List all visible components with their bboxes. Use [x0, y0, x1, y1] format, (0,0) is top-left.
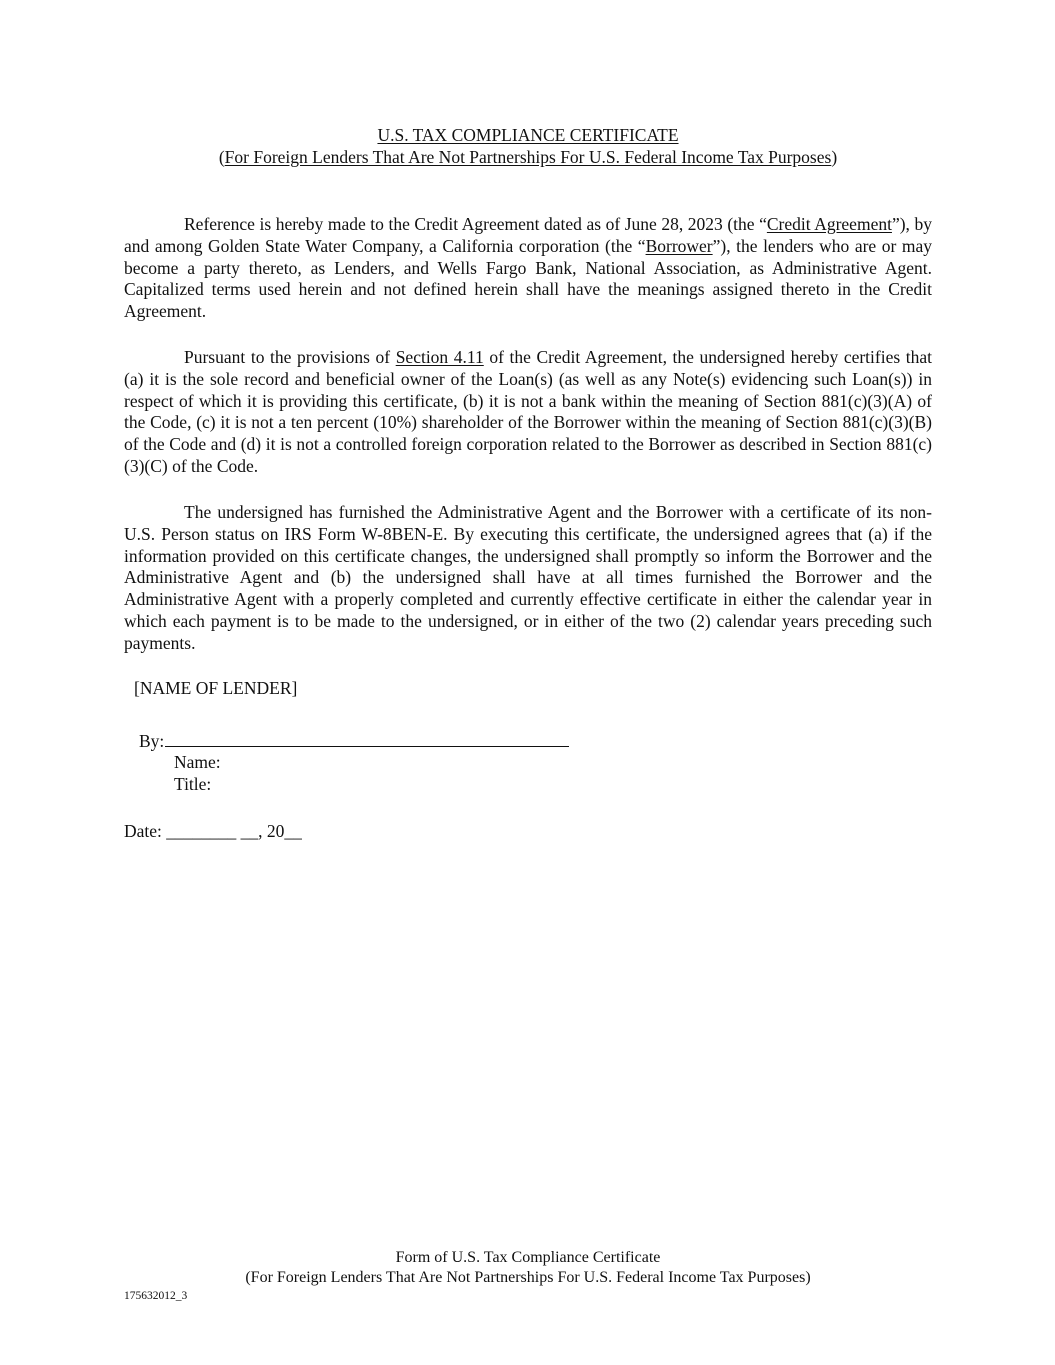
footer-line-2: (For Foreign Lenders That Are Not Partnerships For U.S. Federal Income Tax Purposes): [245, 1269, 811, 1286]
section-reference: Section 4.11: [395, 347, 484, 367]
page-subtitle: [124, 146, 932, 168]
signatory-title-label: Title:: [174, 774, 212, 794]
footer-line-1: Form of U.S. Tax Compliance Certificate: [395, 1249, 661, 1266]
paragraph-certification-part2: of the Credit Agreement, the undersigned hereby certifies that (a) it is the sole record and beneficial owner of the Loan(s) (as well as any Note(s) evidencing such Loan(s)) in respect of which it is providing this certificate, (b) it is not a bank within the meaning of Section 881(c)(3)(A) of the Code, (c) it is not a ten percent (10%) shareholder of the Borrower within the meaning of Section 881(c)(3)(B) of the Code and (d) it is not a controlled foreign corporation related to the Borrower as described in Section 881(c)(3)(C) of the Code.: [124, 347, 932, 476]
paragraph-certification: [124, 347, 932, 478]
page-title: [124, 124, 932, 146]
certificate-header: [124, 124, 932, 168]
paragraph-reference-part3: ”), the lenders who are or may become a party thereto, as Lenders, and Wells Fargo Bank, National Association, as Administrative Agent. Capitalized terms used herein and not defined herein shall have the meanings assigned thereto in the Credit Agreement.: [124, 235, 933, 322]
document-id: 175632012_3: [124, 1290, 188, 1302]
subtitle-text: For Foreign Lenders That Are Not Partnerships For U.S. Federal Income Tax Purposes: [224, 147, 832, 167]
signatory-name-label: Name:: [174, 752, 221, 772]
subtitle-close-paren: ): [831, 147, 838, 167]
paragraph-reference: [124, 214, 932, 323]
signature-line[interactable]: [165, 730, 569, 747]
paragraph-reference-part2: ”), by and among Golden State Water Company, a California corporation (the “: [124, 214, 932, 256]
defined-term-credit-agreement: Credit Agreement: [766, 214, 892, 234]
paragraph-certification-part1: Pursuant to the provisions of: [184, 347, 396, 367]
date-line: Date: ________ __, 20__: [124, 821, 302, 841]
page-title-text: U.S. TAX COMPLIANCE CERTIFICATE: [377, 125, 679, 145]
paragraph-form-furnished-text: The undersigned has furnished the Administrative Agent and the Borrower with a certificate of its non-U.S. Person status on IRS Form W-8BEN-E. By executing this certificate, the undersigned agrees that (a) if the information provided on this certificate changes, the undersigned shall promptly so inform the Borrower and the Administrative Agent and (b) the undersigned shall have at all times furnished the Borrower and the Administrative Agent with a properly completed and currently effective certificate in either the calendar year in which each payment is to be made to the undersigned, or in either of the two (2) calendar years preceding such payments.: [124, 502, 932, 653]
signature-by-line: [139, 730, 569, 752]
defined-term-borrower: Borrower: [645, 235, 713, 256]
by-label: By:: [139, 731, 165, 751]
paragraph-form-furnished: [124, 502, 932, 655]
paragraph-reference-part1: Reference is hereby made to the Credit Agreement dated as of June 28, 2023 (the “: [184, 214, 767, 234]
lender-name-placeholder: [NAME OF LENDER]: [134, 678, 298, 698]
subtitle-open-paren: (: [218, 147, 225, 167]
page-footer: [124, 1248, 932, 1288]
